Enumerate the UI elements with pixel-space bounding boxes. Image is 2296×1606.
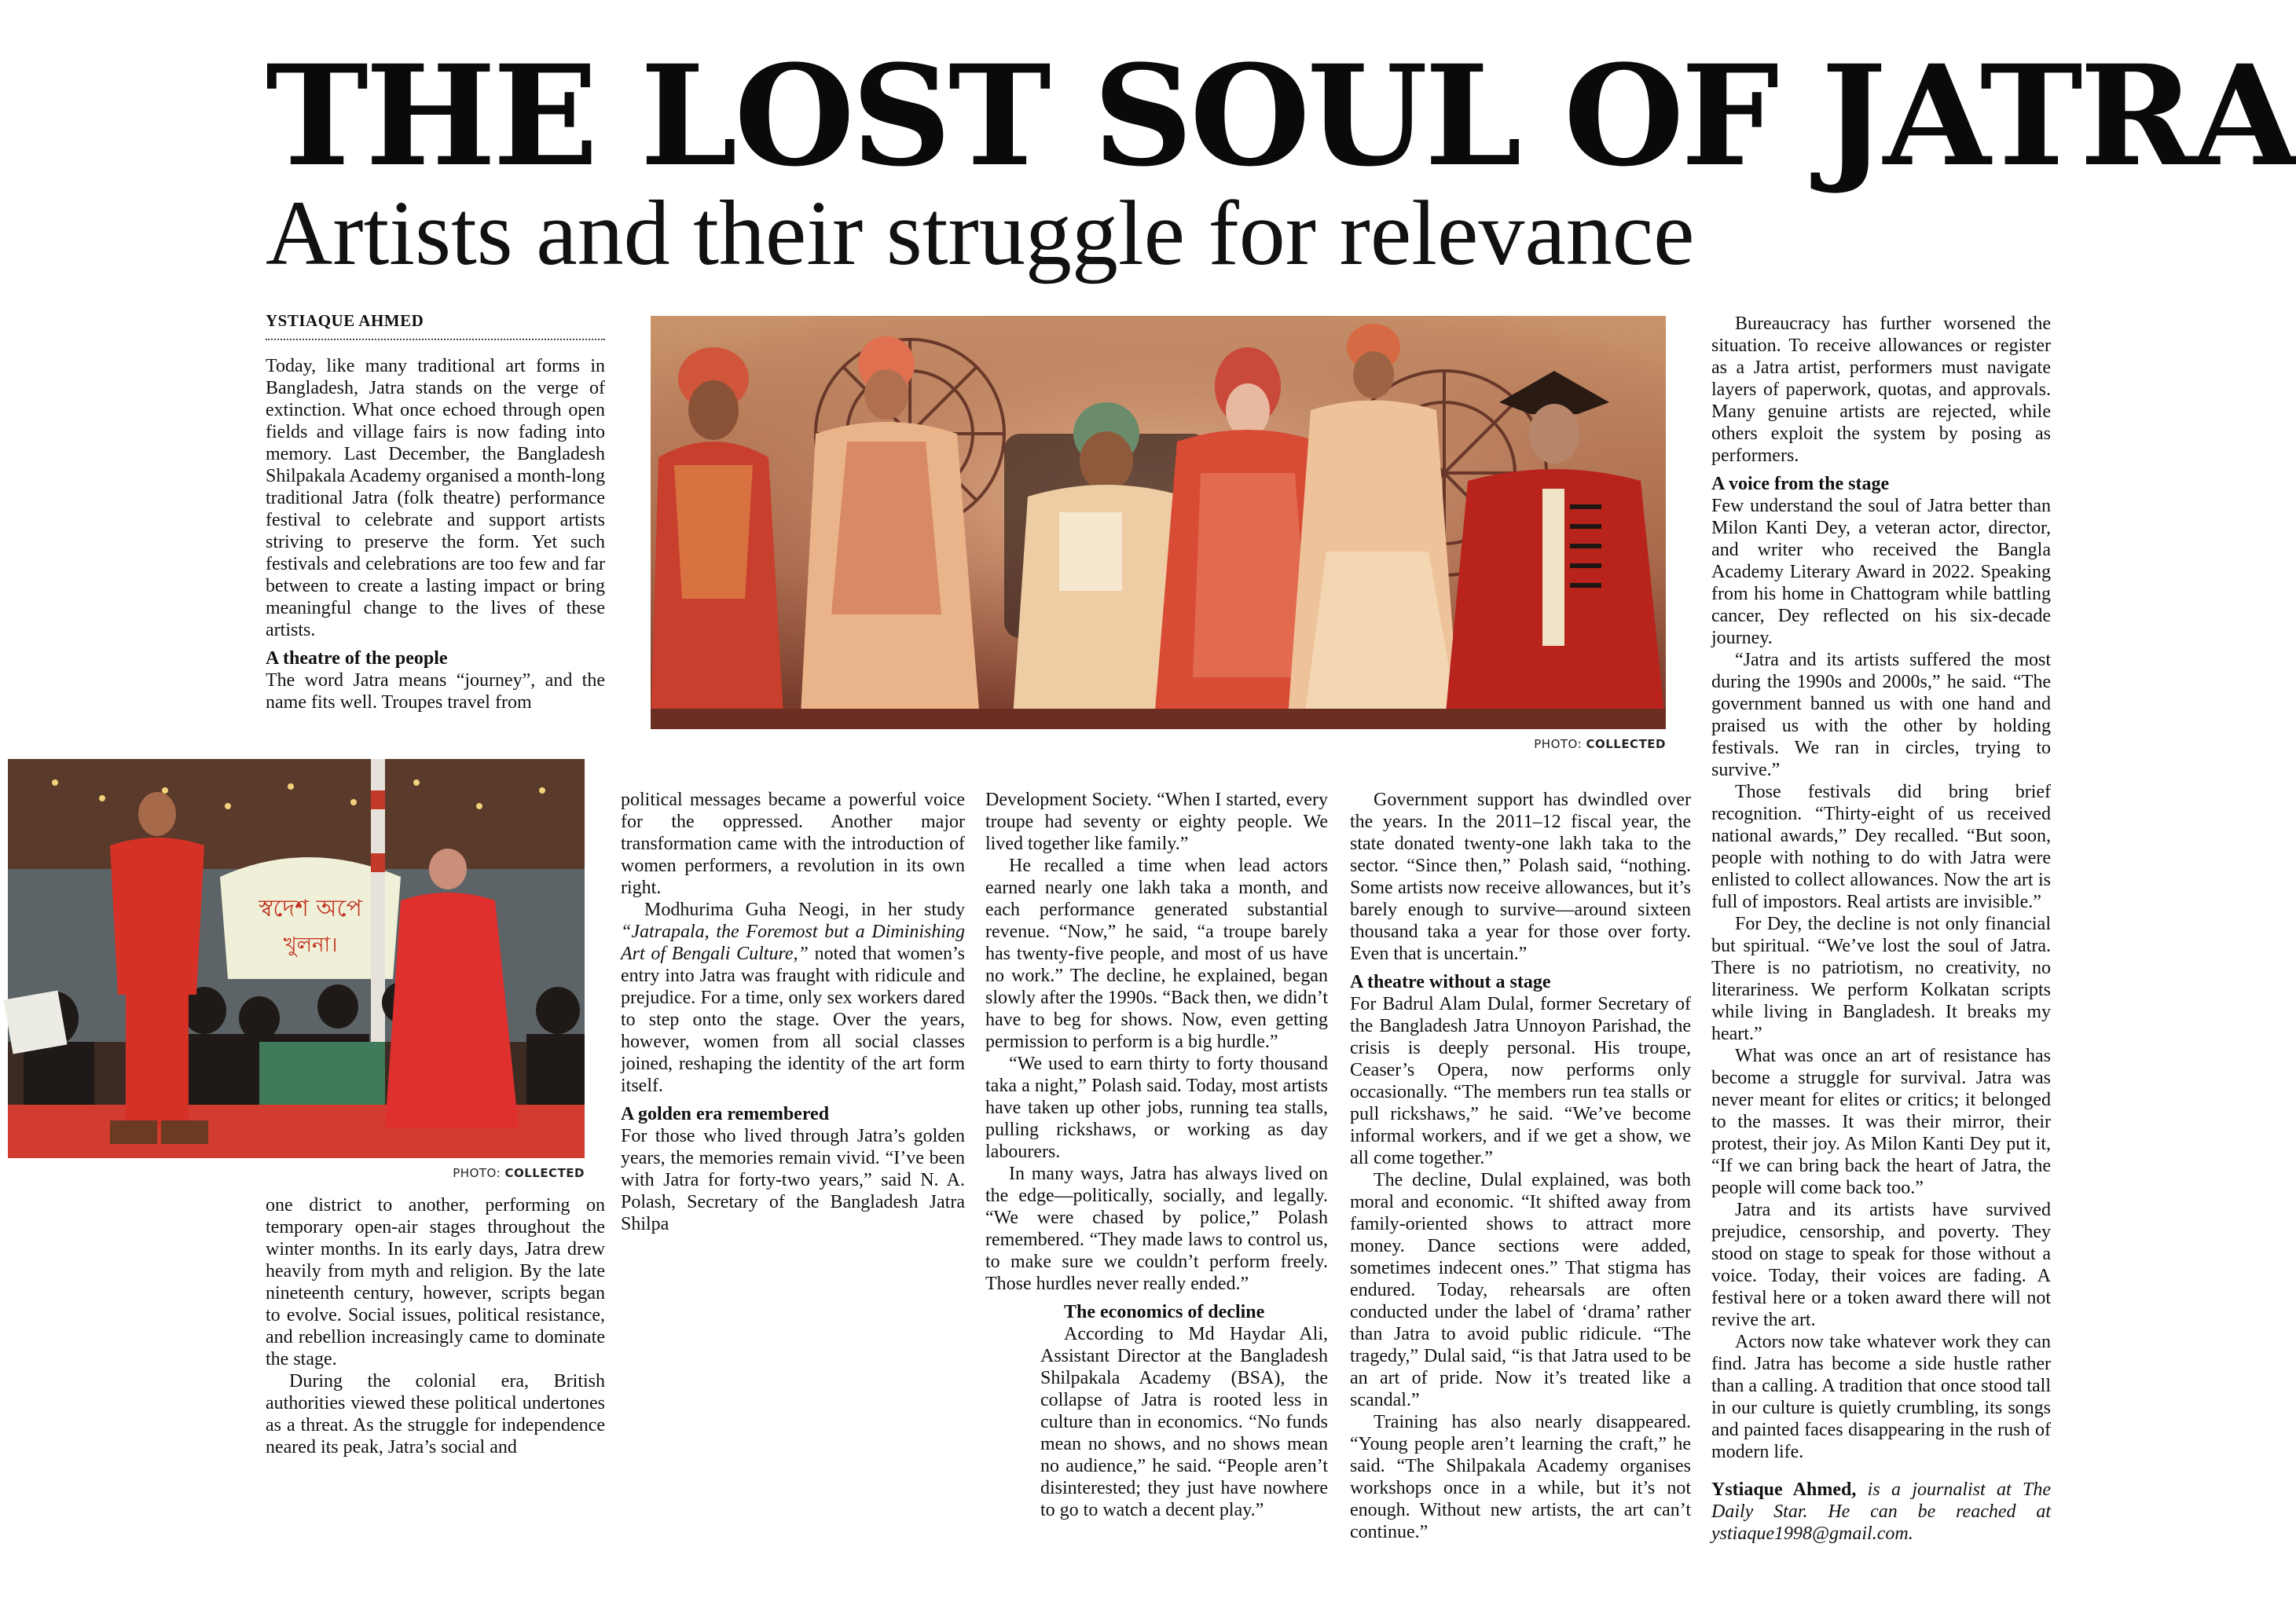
- headline: THE LOST SOUL OF JATRA: [266, 35, 2296, 197]
- paragraph: Those festivals did bring brief recognition. “Thirty-eight of us received national awards,” Dey recalled. “But soon, people with nothing to do with Jatra were enlisted to collect allowances. Now the art is full of impostors. Real artists are invisible.”: [1711, 782, 2051, 912]
- photo-credit-source: COLLECTED: [504, 1166, 585, 1180]
- paragraph: For those who lived through Jatra’s golden years, the memories remain vivid. “I’ve been with Jatra for forty-two years,” said N. A. Polash, Secretary of the Bangladesh Jatra Shilpa: [621, 1126, 965, 1234]
- paragraph: Jatra and its artists have survived prejudice, censorship, and poverty. They stood on stage to speak for those without a voice. Today, their voices are fading. A festival here or a token award there will not revive the art.: [1711, 1200, 2051, 1330]
- photo-credit-secondary: [349, 1166, 585, 1180]
- text-run: noted that women’s entry into Jatra was fraught with ridicule and prejudice. For a time, only sex workers dared to step onto the stage. Over the years, however, women from all social classes joined, reshaping the identity of the art form itself.: [621, 944, 966, 1096]
- column-5: [1711, 313, 2051, 1545]
- column-4: [1350, 789, 1691, 1543]
- paragraph: For Badrul Alam Dulal, former Secretary of the Bangladesh Jatra Unnoyon Parishad, the crisis is deeply personal. His troupe, Ceaser’s Opera, now performs only occasionally. “The members run tea stalls or pull rickshaws,” he said. “We’ve become informal workers, and if we get a show, we all come together.”: [1350, 994, 1691, 1168]
- paragraph: Actors now take whatever work they can find. Jatra has become a side hustle rather than a calling. A tradition that once stood tall in our culture is quietly crumbling, its songs and painted faces disappearing in the rush of modern life.: [1711, 1332, 2051, 1462]
- banner-text-line1: স্বদেশ অপে: [259, 895, 362, 922]
- photo-credit-label: PHOTO:: [1534, 737, 1583, 751]
- paragraph: Government support has dwindled over the years. In the 2011–12 fiscal year, the state donated twenty-one lakh taka to the sector. “Since then,” Polash said, “nothing. Some artists now receive allowances, but it’s barely enough to survive—around sixteen thousand taka a year for those over forty. Even that is uncertain.”: [1350, 790, 1691, 964]
- subheading-economics: The economics of decline: [1064, 1302, 1265, 1322]
- photo-credit-main: [1430, 737, 1666, 751]
- paragraph: In many ways, Jatra has always lived on the edge—politically, socially, and legally. “We were chased by police,” Polash remembered. “They made laws to control us, to make sure we couldn’t perform freely. Those hurdles never really ended.”: [985, 1164, 1328, 1294]
- column-1-bottom: [266, 1194, 605, 1458]
- paragraph: “We used to earn thirty to forty thousand taka a night,” Polash said. Today, most artists have taken up other jobs, running tea stalls, pulling rickshaws, or working as day labourers.: [985, 1054, 1328, 1162]
- subheadline: Artists and their struggle for relevance: [266, 182, 1695, 284]
- paragraph: What was once an art of resistance has become a struggle for survival. Jatra was never meant for elites or critics; it belonged to the masses. It was their mirror, their protest, their joy. As Milon Kanti Dey put it, “If we can bring back the heart of Jatra, the people will come back too.”: [1711, 1046, 2051, 1198]
- subheading-theatre-of-people: A theatre of the people: [266, 648, 448, 669]
- paragraph: Development Society. “When I started, every troupe had seventy or eighty people. We lived together like family.”: [985, 790, 1328, 854]
- paragraph: “Jatra and its artists suffered the most during the 1990s and 2000s,” he said. “The government banned us with one hand and praised us with the other by holding festivals. We ran in circles, trying to survive.”: [1711, 650, 2051, 780]
- study-title: “Jatrapala, the Foremost but a Diminishing Art of Bengali Culture,”: [621, 922, 965, 964]
- paragraph: According to Md Haydar Ali, Assistant Director at the Bangladesh Shilpakala Academy (BSA), the collapse of Jatra is rooted less in culture than in economics. “No funds mean no shows, and no shows mean no audience,” he said. “People aren’t disinterested; they just have nowhere to go to watch a decent play.”: [1040, 1324, 1328, 1520]
- subheading-golden-era: A golden era remembered: [621, 1104, 830, 1124]
- paragraph: The decline, Dulal explained, was both moral and economic. “It shifted away from family-oriented shows to attract more money. Dance sections were added, sometimes indecent ones.” That stigma has endured. Today, rehearsals are often conducted under the label of ‘drama’ rather than Jatra to avoid public ridicule. “The tragedy,” Dulal said, “is that Jatra used to be an art of pride. Now it’s treated like a scandal.”: [1350, 1170, 1691, 1410]
- paragraph: During the colonial era, British authorities viewed these political undertones as a threat. As the struggle for independence neared its peak, Jatra’s social and: [266, 1371, 605, 1458]
- author-bio: [1711, 1479, 2051, 1545]
- paragraph: political messages became a powerful voice for the oppressed. Another major transformation came with the introduction of women performers, a revolution in its own right.: [621, 790, 965, 898]
- byline: YSTIAQUE AHMED: [266, 311, 605, 340]
- paragraph: Today, like many traditional art forms in Bangladesh, Jatra stands on the verge of extinction. What once echoed through open fields and village fairs is now fading into memory. Last December, the Bangladesh Shilpakala Academy organised a month-long traditional Jatra (folk theatre) performance festival to celebrate and support artists striving to preserve the form. Yet such festivals and celebrations are too few and far between to create a lasting impact or bring meaningful change to the lives of these artists.: [266, 356, 605, 640]
- paragraph: Training has also nearly disappeared. “Young people aren’t learning the craft,” he said. “The Shilpakala Academy organises workshops once in a while, but it’s not enough. Without new artists, the art can’t continue.”: [1350, 1412, 1691, 1542]
- paragraph: He recalled a time when lead actors earned nearly one lakh taka a month, and each performance generated substantial revenue. “Now,” he said, “a troupe barely has twenty-five people, and most of us have no work.” The decline, he explained, began slowly after the 1990s. “Back then, we didn’t have to beg for shows. Now, even getting permission to perform is a big hurdle.”: [985, 856, 1328, 1052]
- photo-credit-label: PHOTO:: [453, 1166, 501, 1180]
- paragraph: Bureaucracy has further worsened the situation. To receive allowances or register as a Jatra artist, performers must navigate layers of paperwork, quotas, and approvals. Many genuine artists are rejected, while others exploit the system by posing as performers.: [1711, 314, 2051, 466]
- photo-credit-source: COLLECTED: [1586, 737, 1666, 751]
- banner-text-line2: খুলনা।: [283, 933, 338, 957]
- stage-performance-photo: [651, 316, 1666, 729]
- paragraph: [621, 899, 965, 1097]
- subheading-voice-from-stage: A voice from the stage: [1711, 474, 1890, 494]
- column-3: [985, 789, 1328, 1521]
- paragraph: For Dey, the decline is not only financial but spiritual. “We’ve lost the soul of Jatra. There is no patriotism, no creativity, no literariness. We perform Kolkatan scripts while living in Bangladesh. It breaks my heart.”: [1711, 914, 2051, 1044]
- column-1-top: [266, 355, 605, 713]
- subheading-theatre-without-stage: A theatre without a stage: [1350, 972, 1551, 992]
- author-bio-text: is a journalist at The Daily Star. He can be reached at ystiaque1998@gmail.com.: [1711, 1480, 2052, 1544]
- text-run: Modhurima Guha Neogi, in her study: [644, 900, 965, 920]
- performers-outdoor-stage-photo: [8, 759, 585, 1158]
- paragraph: one district to another, performing on temporary open-air stages throughout the winter months. In its early days, Jatra drew heavily from myth and religion. By the late nineteenth century, however, scripts began to evolve. Social issues, political resistance, and rebellion increasingly came to dominate the stage.: [266, 1195, 605, 1370]
- column-2: [621, 789, 965, 1235]
- author-name: Ystiaque Ahmed,: [1711, 1480, 1857, 1500]
- paragraph: The word Jatra means “journey”, and the name fits well. Troupes travel from: [266, 670, 605, 713]
- paragraph: Few understand the soul of Jatra better than Milon Kanti Dey, a veteran actor, director, and writer who received the Bangla Academy Literary Award in 2022. Speaking from his home in Chattogram while battling cancer, Dey reflected on his six-decade journey.: [1711, 496, 2051, 648]
